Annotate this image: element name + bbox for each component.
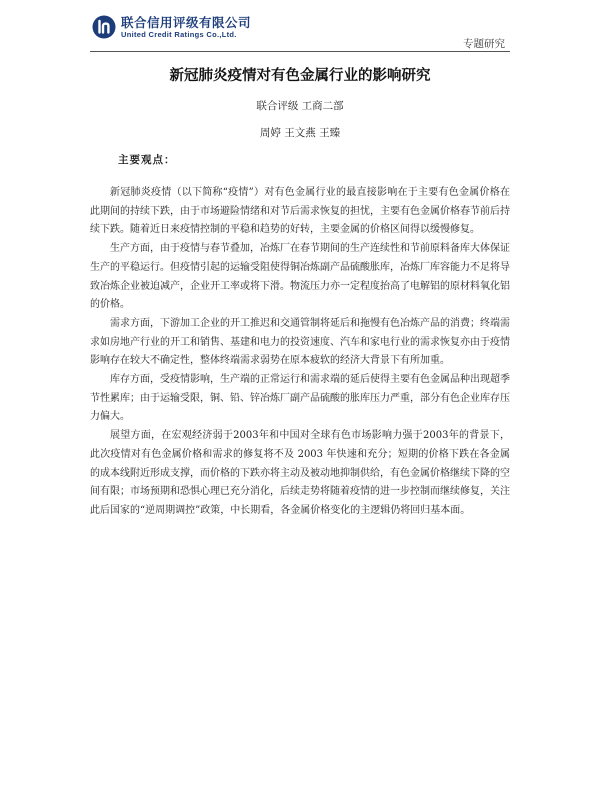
paragraph-production: 生产方面，由于疫情与春节叠加，冶炼厂在春节期间的生产连续性和节前原料备库大体保证生产的平稳运行。但疫情引起的运输受阻使得铜冶炼副产品硫酸胀库，冶炼厂库容能力不足将导致冶炼企业被迫减产，企业开工率或将下滑。物流压力亦一定程度抬高了电解铝的原材料氧化铝的价格。	[90, 243, 510, 311]
authors-line: 周婷 王文燕 王臻	[259, 127, 341, 139]
key-points-heading: 主要观点：	[118, 154, 176, 166]
department-line: 联合评级 工商二部	[256, 100, 344, 112]
logo-text	[121, 16, 251, 39]
paragraph-demand: 需求方面，下游加工企业的开工推迟和交通管制将延后和拖慢有色冶炼产品的消费；终端需求如房地产行业的开工和销售、基建和电力的投资速度、汽车和家电行业的需求恢复亦由于疫情影响存在较大不确定性，整体终端需求弱势在原本疲软的经济大背景下有所加重。	[90, 317, 510, 367]
document-body	[90, 184, 510, 521]
paragraph-overview: 新冠肺炎疫情（以下简称“疫情”）对有色金属行业的最直接影响在于主要有色金属价格在此期间的持续下跌，由于市场避险情绪和对节后需求恢复的担忧，主要有色金属价格春节前后持续下跌。随着近日来疫情控制的平稳和趋势的好转，主要金属的价格区间得以缓慢修复。	[90, 187, 510, 236]
page-header	[0, 0, 600, 56]
company-logo-icon	[92, 15, 116, 39]
report-type-label: 专题研究	[463, 38, 505, 50]
company-name-cn: 联合信用评级有限公司	[121, 14, 252, 30]
company-name-en: United Credit Ratings Co.,Ltd.	[121, 29, 237, 39]
company-logo	[92, 15, 251, 39]
header-divider	[90, 51, 510, 52]
document-title: 新冠肺炎疫情对有色金属行业的影响研究	[169, 68, 431, 84]
paragraph-inventory: 库存方面，受疫情影响，生产端的正常运行和需求端的延后使得主要有色金属品种出现超季节性累库；由于运输受限，铜、铅、锌冶炼厂副产品硫酸的胀库压力严重，部分有色企业库存压力偏大。	[90, 374, 510, 423]
paragraph-outlook: 展望方面，在宏观经济弱于2003年和中国对全球有色市场影响力强于2003年的背景下，此次疫情对有色金属价格和需求的修复将不及 2003 年快速和充分；短期的价格下跌在各金属的成本线附近形成支撑，而价格的下跌亦将主动及被动地抑制供给，有色金属价格继续下降的空间有限；市场预期和恐惧心理已充分消化，后续走势将随着疫情的进一步控制而继续修复，关注此后国家的“逆周期调控”政策，中长期看，各金属价格变化的主逻辑仍将回归基本面。	[90, 430, 510, 516]
